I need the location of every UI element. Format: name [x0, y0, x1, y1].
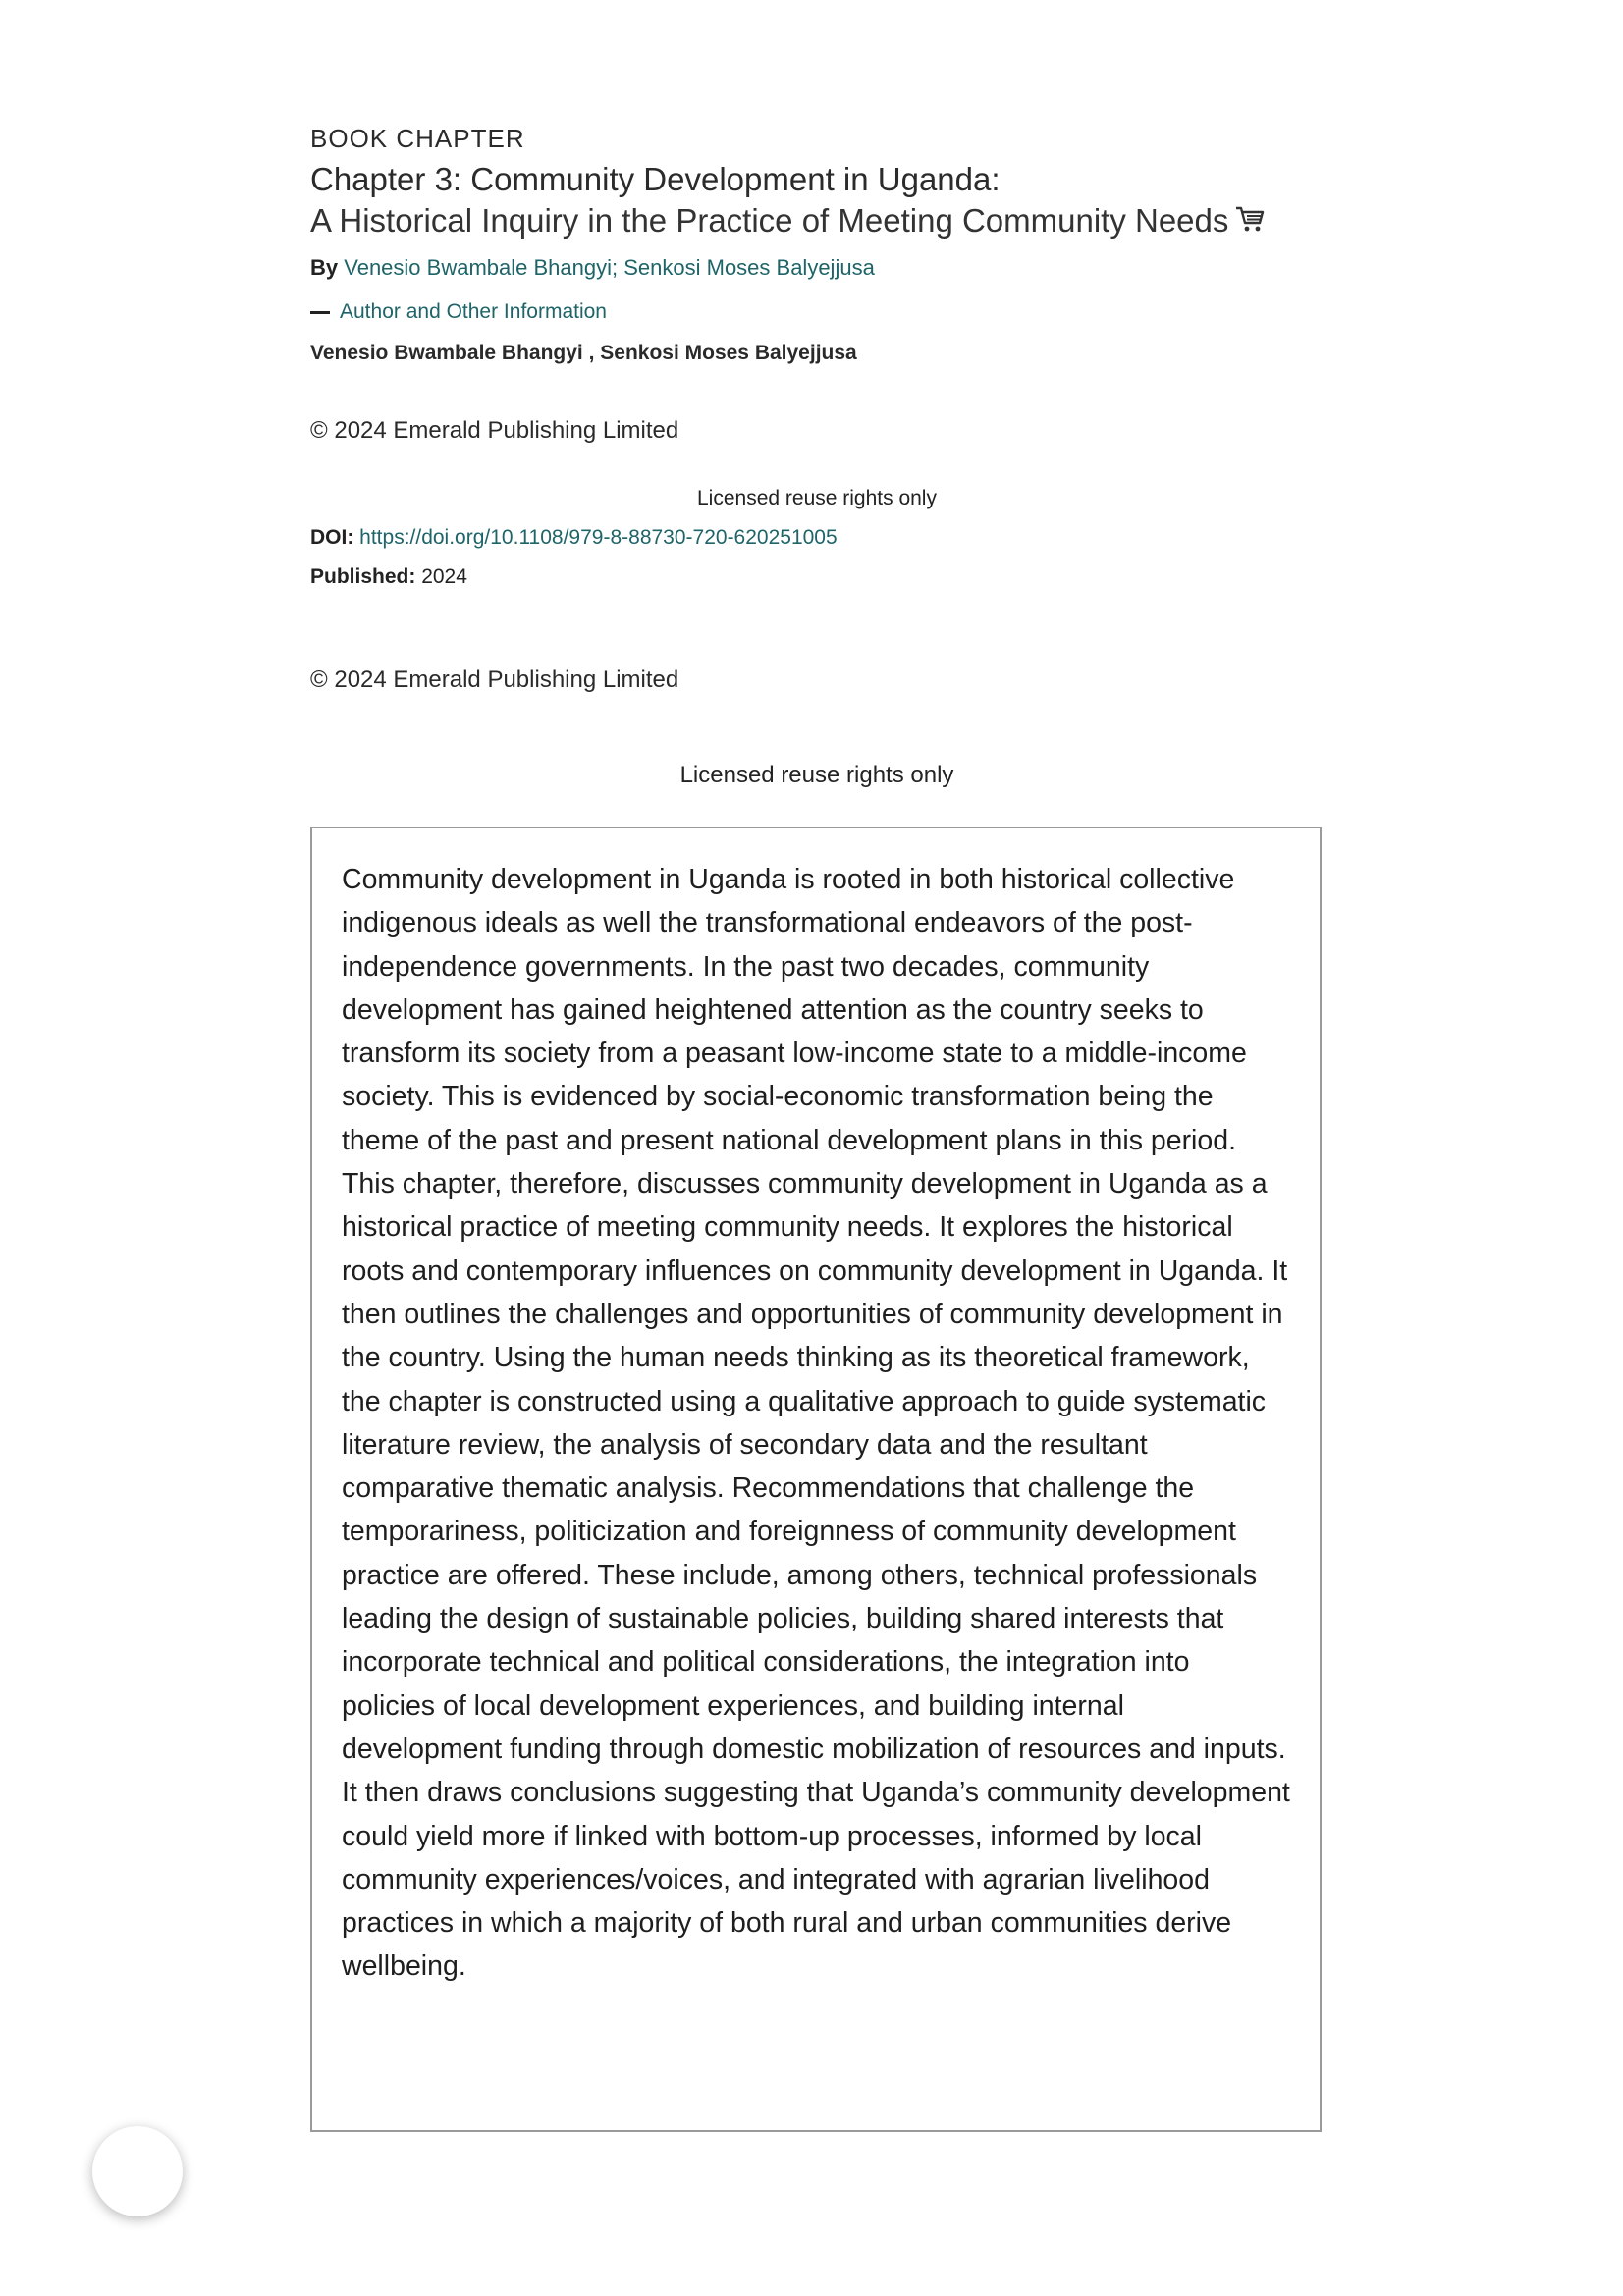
- author-info-toggle[interactable]: [310, 297, 1324, 327]
- title-subtitle: A Historical Inquiry in the Practice of Meeting Community Needs: [310, 202, 1229, 239]
- author-link-2[interactable]: Senkosi Moses Balyejjusa: [623, 255, 875, 281]
- author-names: Venesio Bwambale Bhangyi , Senkosi Moses Balyejjusa: [310, 342, 857, 365]
- title-main: Chapter 3: Community Development in Uganda:: [310, 161, 1001, 197]
- published-value: 2024: [421, 565, 467, 589]
- abstract-text: Community development in Uganda is rooted in both historical collective indigenous ideals as well the transformational endeavors of the post-independence governments. In the past two decades, community development has gained heightened attention as the country seeks to transform its society from a peasant low-income state to a middle-income society. This is evidenced by social-economic transformation being the theme of the past and present national development plans in this period. This chapter, therefore, discusses community development in Uganda as a historical practice of meeting community needs. It explores the historical roots and contemporary influences on community development in Uganda. It then outlines the challenges and opportunities of community development in the country. Using the human needs thinking as its theoretical framework, the chapter is constructed using a qualitative approach to guide systematic literature review, the analysis of secondary data and the resultant comparative thematic analysis. Recommendations that challenge the temporariness, politicization and foreignness of community development practice are offered. These include, among others, technical professionals leading the design of sustainable policies, building shared interests that incorporate technical and political considerations, the integration into policies of local development experiences, and building internal development funding through domestic mobilization of resources and inputs. It then draws conclusions suggesting that Uganda’s community development could yield more if linked with bottom-up processes, informed by local community experiences/voices, and integrated with agrarian livelihood practices in which a majority of both rural and urban communities derive wellbeing.: [342, 864, 1290, 1983]
- cart-icon[interactable]: [1234, 202, 1266, 243]
- copyright-first: © 2024 Emerald Publishing Limited: [310, 417, 679, 445]
- by-label: By: [310, 255, 339, 281]
- license-second: Licensed reuse rights only: [679, 762, 954, 789]
- published-label: Published:: [310, 565, 416, 589]
- doi-link[interactable]: https://doi.org/10.1108/979-8-88730-720-620251005: [359, 526, 838, 550]
- minus-icon: [310, 311, 330, 314]
- license-first: Licensed reuse rights only: [697, 487, 937, 510]
- chapter-title: [310, 159, 1324, 243]
- author-info-label[interactable]: Author and Other Information: [340, 300, 607, 324]
- published-row: [310, 562, 1324, 592]
- doi-row: [310, 523, 1324, 553]
- floating-action-button[interactable]: [92, 2126, 183, 2216]
- abstract-box: [310, 827, 1322, 2132]
- copyright-second: © 2024 Emerald Publishing Limited: [310, 667, 679, 694]
- author-separator: ;: [611, 255, 619, 281]
- author-link-1[interactable]: Venesio Bwambale Bhangyi: [344, 255, 612, 281]
- doi-label: DOI:: [310, 526, 354, 550]
- content-type-label: BOOK CHAPTER: [310, 124, 525, 153]
- title-subtitle-line: [310, 200, 1324, 243]
- chapter-header: [310, 124, 1324, 790]
- byline: [310, 253, 1324, 283]
